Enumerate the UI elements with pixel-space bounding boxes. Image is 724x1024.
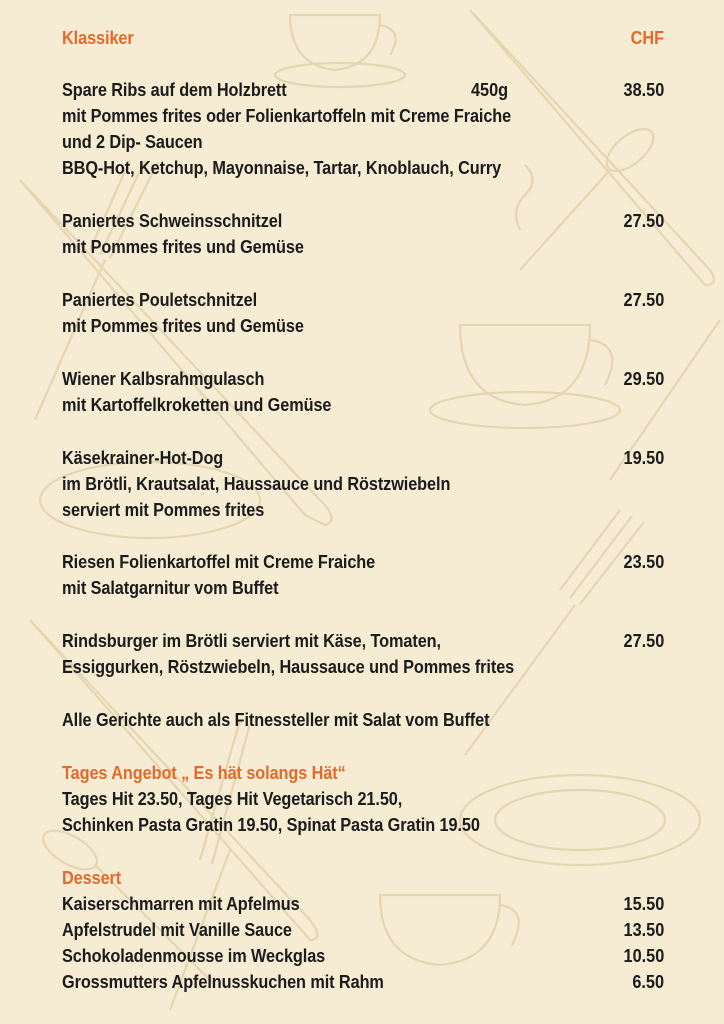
dessert-item-name: Kaiserschmarren mit Apfelmus bbox=[62, 893, 300, 914]
dessert-item-price: 13.50 bbox=[623, 919, 664, 940]
dessert-item-name: Schokoladenmousse im Weckglas bbox=[62, 945, 326, 966]
section-heading-dessert: Dessert bbox=[62, 867, 122, 888]
menu-item-price: 27.50 bbox=[623, 210, 664, 231]
menu-item-price: 23.50 bbox=[623, 551, 664, 572]
menu-item-name: Käsekrainer-Hot-Dog bbox=[62, 447, 224, 468]
menu-item-description: BBQ-Hot, Ketchup, Mayonnaise, Tartar, Knoblauch, Curry bbox=[62, 157, 502, 178]
menu-item-description: serviert mit Pommes frites bbox=[62, 499, 265, 520]
dessert-item-name: Grossmutters Apfelnusskuchen mit Rahm bbox=[62, 971, 384, 992]
menu-item-price: 38.50 bbox=[623, 79, 664, 100]
menu-item-price: 29.50 bbox=[623, 368, 664, 389]
dessert-item-price: 15.50 bbox=[623, 893, 664, 914]
dessert-item-price: 6.50 bbox=[632, 971, 664, 992]
menu-item-description: mit Pommes frites und Gemüse bbox=[62, 236, 304, 257]
menu-item-price: 27.50 bbox=[623, 630, 664, 651]
menu-item-name: Riesen Folienkartoffel mit Creme Fraiche bbox=[62, 551, 376, 572]
menu-item-name: Spare Ribs auf dem Holzbrett bbox=[62, 79, 287, 100]
menu-item-description: mit Pommes frites und Gemüse bbox=[62, 315, 304, 336]
dessert-item-price: 10.50 bbox=[623, 945, 664, 966]
fitness-note: Alle Gerichte auch als Fitnessteller mit Salat vom Buffet bbox=[62, 709, 490, 730]
menu-item-price: 19.50 bbox=[623, 447, 664, 468]
menu-item-description: Essiggurken, Röstzwiebeln, Haussauce und Pommes frites bbox=[62, 656, 515, 677]
menu-item-description: und 2 Dip- Saucen bbox=[62, 131, 203, 152]
dessert-item-name: Apfelstrudel mit Vanille Sauce bbox=[62, 919, 292, 940]
menu-item-description: im Brötli, Krautsalat, Haussauce und Röstzwiebeln bbox=[62, 473, 451, 494]
currency-label: CHF bbox=[630, 27, 664, 48]
menu-item-name: Rindsburger im Brötli serviert mit Käse, Tomaten, bbox=[62, 630, 441, 651]
menu-item-description: mit Salatgarnitur vom Buffet bbox=[62, 577, 279, 598]
menu-item-description: mit Kartoffelkroketten und Gemüse bbox=[62, 394, 332, 415]
tages-line: Tages Hit 23.50, Tages Hit Vegetarisch 21.50, bbox=[62, 788, 403, 809]
menu-item-weight: 450g bbox=[471, 79, 509, 100]
menu-item-price: 27.50 bbox=[623, 289, 664, 310]
menu-item-name: Wiener Kalbsrahmgulasch bbox=[62, 368, 265, 389]
menu-item-description: mit Pommes frites oder Folienkartoffeln mit Creme Fraiche bbox=[62, 105, 512, 126]
section-heading-tages-angebot: Tages Angebot „ Es hät solangs Hät“ bbox=[62, 762, 346, 783]
section-heading-klassiker: Klassiker bbox=[62, 27, 134, 48]
menu-item-name: Paniertes Pouletschnitzel bbox=[62, 289, 258, 310]
menu-item-name: Paniertes Schweinsschnitzel bbox=[62, 210, 283, 231]
tages-line: Schinken Pasta Gratin 19.50, Spinat Pasta Gratin 19.50 bbox=[62, 814, 480, 835]
